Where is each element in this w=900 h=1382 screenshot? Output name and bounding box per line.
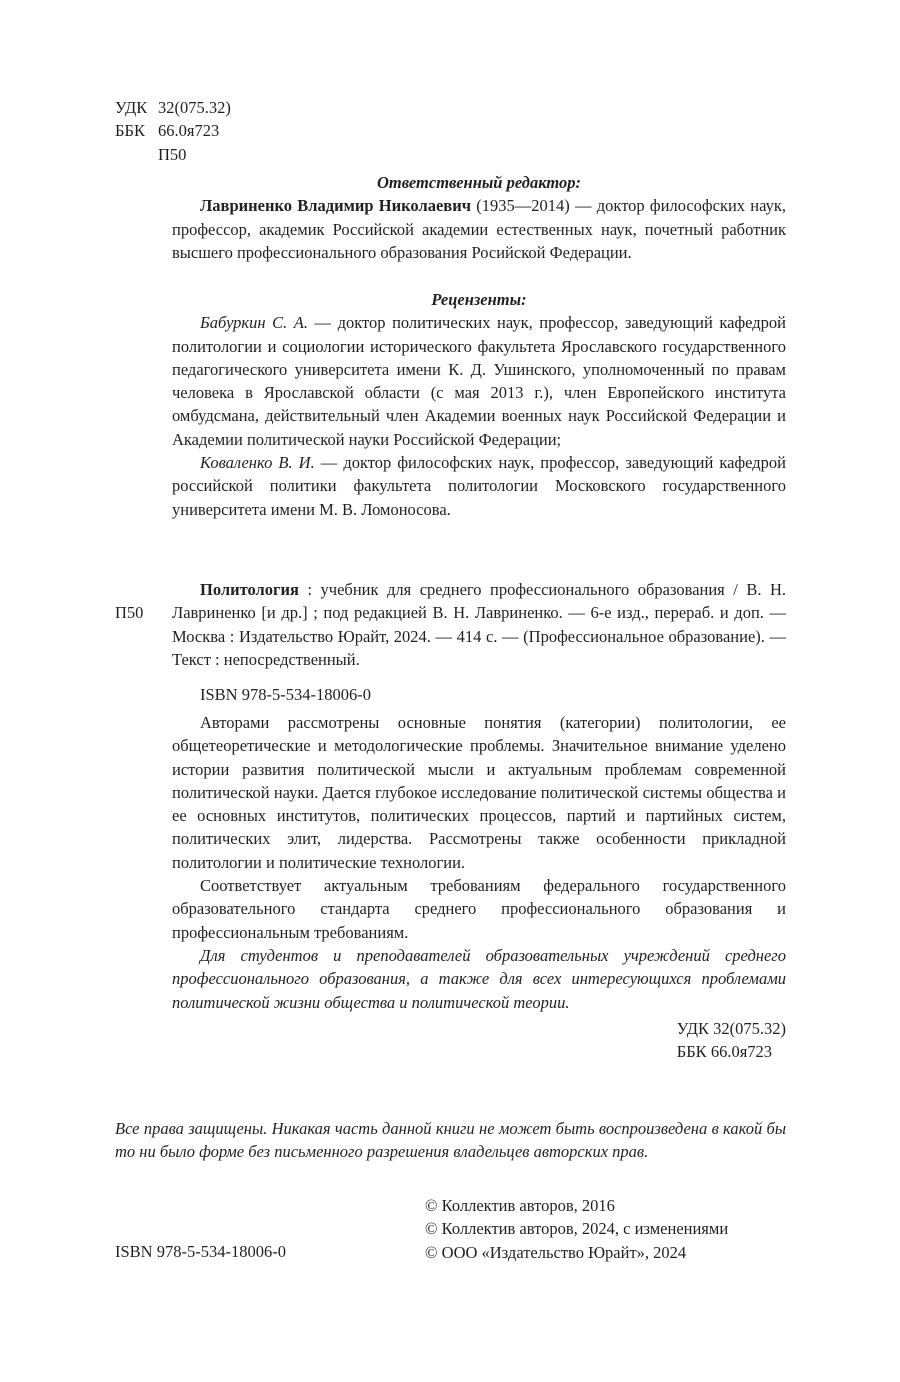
bbk-label: ББК [115,121,145,141]
copyright-line: © ООО «Издательство Юрайт», 2024 [425,1242,687,1262]
annotation-audience: Для студентов и преподавателей образовательных учреждений среднего профессионального образования, а также для всех интересующихся проблемами политической жизни общества и политической теории. [172,945,786,1012]
bib-text: : учебник для среднего профессионального образования / В. Н. Лавриненко [и др.] ; под редакцией В. Н. Лавриненко. — 6-е изд., перераб. и доп. — Москва : Издательство Юрайт, 2024. — 414 с. — (Профессиональное образование). — Текст : непосредственный. [172,580,786,669]
annotation-paragraph: Авторами рассмотрены основные понятия (категории) политологии, ее общетеоретические и методологические проблемы. Значительное внимание уделено истории развития политической мысли и актуальным проблемам современной политической науки. Дается глубокое исследование политической системы общества и ее основных институтов, политических процессов, партий и партийных систем, политических элит, лидерства. Рассмотрены также особенности прикладной политологии и политические технологии. [172,713,786,872]
bib-author-mark: П50 [115,603,144,622]
editor-name: Лавриненко Владимир Николаевич [200,196,472,216]
editor-section [172,171,786,264]
reviewer-name: Коваленко В. И. [200,453,315,473]
isbn-bottom: ISBN 978-5-534-18006-0 [115,1242,286,1261]
reviewer-description: — доктор политических наук, профессор, заведующий кафедрой политологии и социологии исторического факультета Ярославского государственного педагогического университета имени К. Д. Ушинского, уполномоченный по правам человека в Ярославской области (с мая 2013 г.), член Европейского института омбудсмана, действительный член Академии военных наук Российской Федерации и Академии политической науки Российской Федерации; [172,313,786,449]
reviewers-heading: Рецензенты: [431,290,527,309]
codes-right [677,1017,786,1064]
udk-code: УДК 32(075.32) [676,1019,786,1038]
annotation-paragraph: Соответствует актуальным требованиям федерального государственного образовательного стандарта среднего профессионального образования и профессиональным требованиям. [172,876,786,942]
copyright-list [425,1194,728,1264]
bibliographic-entry [172,578,786,706]
book-title: Политология [200,580,299,599]
isbn: ISBN 978-5-534-18006-0 [200,685,371,705]
reviewer-name: Бабуркин С. А. [200,313,308,333]
copyright-line: © Коллектив авторов, 2024, с изменениями [425,1219,729,1239]
reviewers-section [172,288,786,521]
reviewer-item [172,451,786,521]
udk-value: 32(075.32) [158,98,231,117]
editor-description: (1935—2014) — доктор философских наук, профессор, академик Российской академии естественных наук, почетный работник высшего профессионального образования Росийской Федерации. [172,196,786,262]
bbk-value: 66.0я723 [158,121,220,141]
copyright-line: © Коллектив авторов, 2016 [425,1196,615,1215]
editor-heading: Ответственный редактор: [377,173,581,192]
classification-codes [115,96,231,166]
rights-text: Все права защищены. Никакая часть данной книги не может быть воспроизведена в какой бы то ни было форме без письменного разрешения владельцев авторских прав. [115,1119,786,1162]
bbk-code: ББК 66.0я723 [676,1042,773,1062]
author-mark: П50 [158,144,187,164]
reviewer-item [172,311,786,451]
udk-label: УДК [115,98,148,117]
reviewer-description: — доктор философских наук, профессор, заведующий кафедрой российской политики факультета политологии Московского государственного университета имени М. В. Ломоносова. [172,453,786,519]
annotation [172,711,786,1014]
rights-notice [115,1117,786,1164]
